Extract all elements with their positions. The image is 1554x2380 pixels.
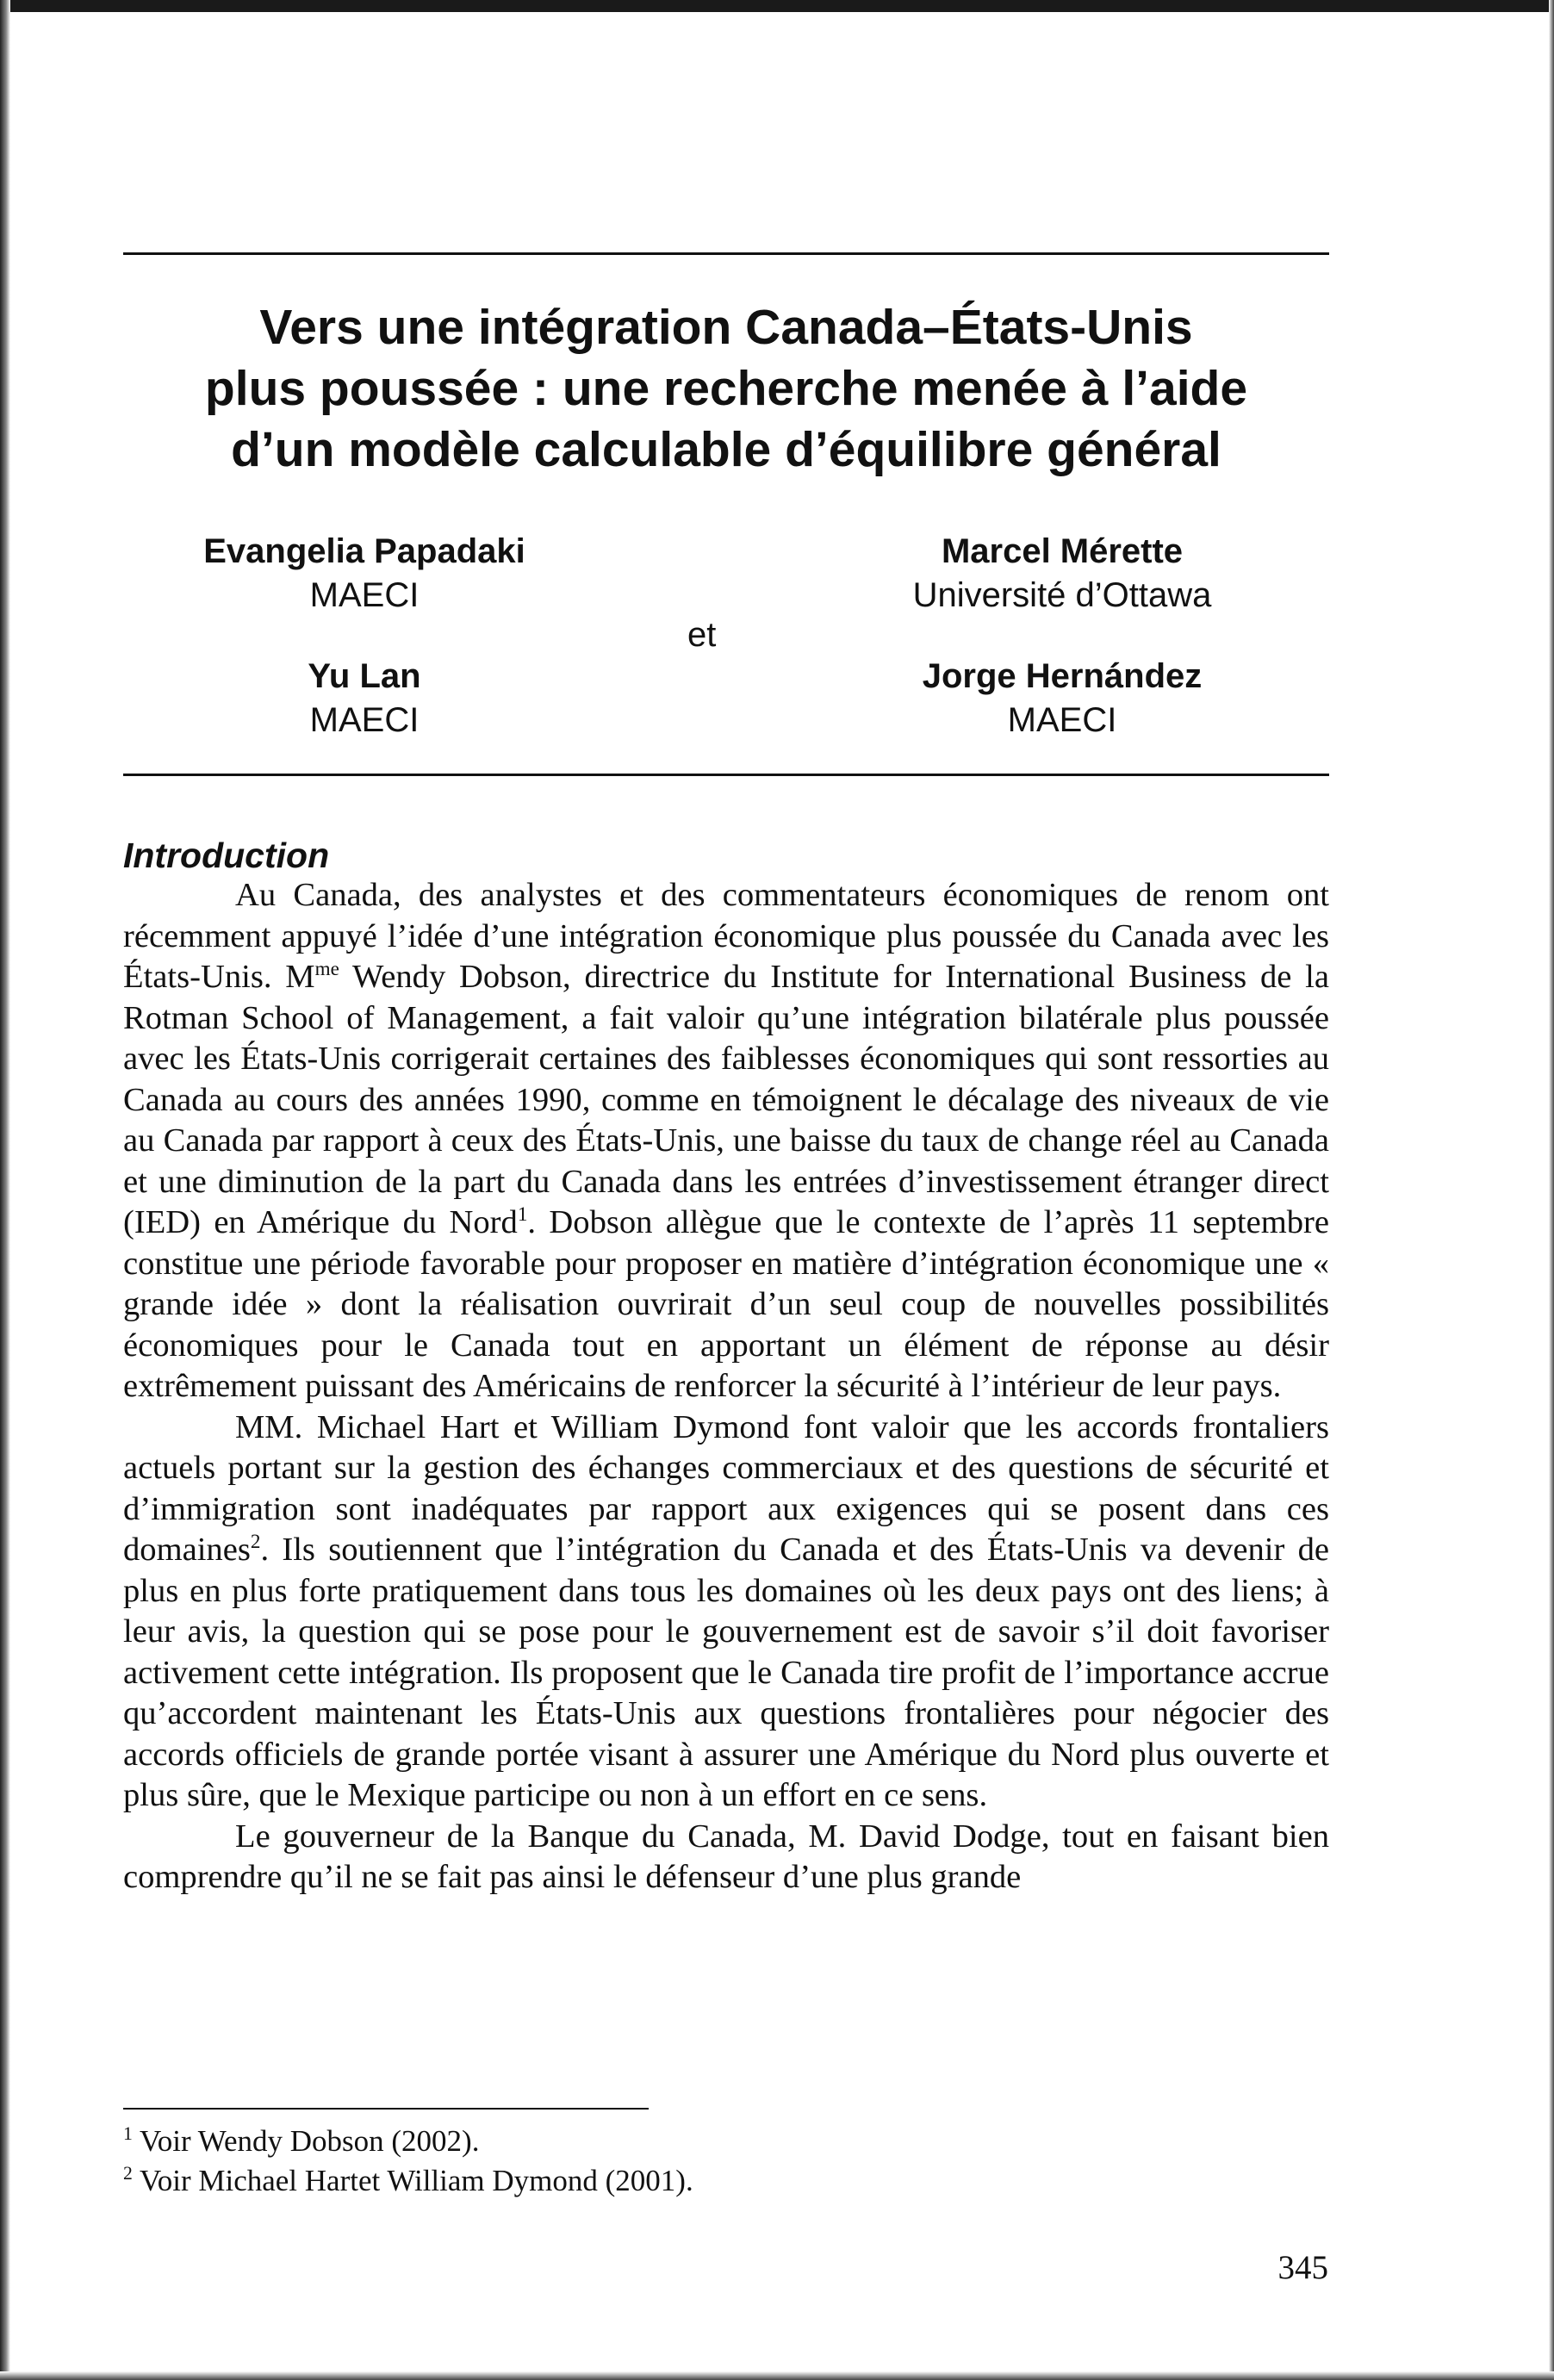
paragraph-2-text-b: . Ils soutiennent que l’intégration du Canada et des États-Unis va devenir de plus en plus forte pratiquement dans tous les domaines où les deux pays ont des liens; à leur avis, la question qui se pose pour le gouvernement est de savoir s’il doit favoriser activement cette intégration. Ils proposent que le Canada tire profit de l’importance accrue qu’accordent maintenant les États-Unis aux questions frontalières pour négocier des accords officiels de grande portée visant à assurer une Amérique du Nord plus ouverte et plus sûre, que le Mexique participe ou non à un effort en ce sens. xyxy=(123,1532,1329,1813)
paper-title xyxy=(123,297,1329,481)
scan-edge-right xyxy=(1549,0,1554,2380)
footnote-rule xyxy=(123,2108,649,2110)
footnote-1 xyxy=(123,2122,1071,2161)
paragraph-2 xyxy=(123,1407,1329,1817)
author-affiliation: Université d’Ottawa xyxy=(912,576,1212,614)
footnotes xyxy=(123,2122,1071,2201)
footnote-mark: 1 xyxy=(123,2122,133,2144)
author-block xyxy=(123,530,1329,754)
author-name: Evangelia Papadaki xyxy=(203,532,525,570)
author-lan xyxy=(123,655,606,743)
footnote-text: Voir Wendy Dobson (2002). xyxy=(132,2124,480,2158)
author-merette xyxy=(821,530,1303,618)
author-name: Jorge Hernández xyxy=(922,657,1203,695)
footnote-ref-1: 1 xyxy=(517,1203,528,1227)
scan-edge-left xyxy=(0,0,10,2380)
author-affiliation: MAECI xyxy=(309,701,420,739)
paragraph-3-text: Le gouverneur de la Banque du Canada, M. David Dodge, tout en faisant bien comprendre qu’il ne se fait pas ainsi le défenseur d’une plus grande xyxy=(123,1818,1329,1895)
section-heading: Introduction xyxy=(123,836,330,875)
scan-edge-top xyxy=(0,0,1554,12)
title-line-3: d’un modèle calculable d’équilibre général xyxy=(231,422,1221,477)
footnote-mark: 2 xyxy=(123,2162,133,2184)
footnote-ref-2: 2 xyxy=(250,1531,261,1554)
author-affiliation: MAECI xyxy=(309,576,420,614)
title-line-1: Vers une intégration Canada–États-Unis xyxy=(259,300,1193,355)
footnote-text: Voir Michael Hartet William Dymond (2001). xyxy=(132,2164,693,2197)
author-name: Yu Lan xyxy=(308,657,421,695)
paragraph-2-text-a: MM. Michael Hart et William Dymond font valoir que les accords frontaliers actuels portant sur la gestion des échanges commerciaux et des questions de sécurité et d’immigration sont inadéquates par rapport aux exigences qui se posent dans ces domaines xyxy=(123,1408,1329,1568)
author-affiliation: MAECI xyxy=(1007,701,1117,739)
title-line-2: plus poussée : une recherche menée à l’aide xyxy=(204,361,1248,416)
author-hernandez xyxy=(821,655,1303,743)
scan-edge-bottom xyxy=(0,2371,1554,2380)
top-rule xyxy=(123,252,1329,255)
author-connector: et xyxy=(687,616,717,654)
paragraph-1-text-b: Wendy Dobson, directrice du Institute for International Business de la Rotman School of Management, a fait valoir qu’une intégration bilatérale plus poussée avec les États-Unis corrigerait certaines des faiblesses économiques qui sont ressorties au Canada au cours des années 1990, comme en témoignent le décalage des niveaux de vie au Canada par rapport à ceux des États-Unis, une baisse du taux de change réel au Canada et une diminution de la part du Canada dans les entrées d’investissement étranger direct (IED) en Amérique du Nord xyxy=(123,959,1329,1240)
paragraph-1-text-c: . Dobson allègue que le contexte de l’après 11 septembre constitue une période favorable pour proposer en matière d’intégration économique une « grande idée » dont la réalisation ouvrirait d’un seul coup de nouvelles possibilités économiques pour le Canada tout en apportant un élément de réponse au désir extrêmement puissant des Américains de renforcer la sécurité à l’intérieur de leur pays. xyxy=(123,1204,1329,1404)
paragraph-1-text-a: Au Canada, des analystes et des commentateurs économiques de renom ont récemment appuyé l’idée d’une intégration économique plus poussée du Canada avec les États-Unis. M xyxy=(123,877,1329,995)
superscript-me: me xyxy=(314,958,339,981)
author-rule xyxy=(123,774,1329,776)
footnote-2 xyxy=(123,2161,1071,2201)
body-text xyxy=(123,875,1329,1898)
paragraph-1 xyxy=(123,875,1329,1407)
page-number: 345 xyxy=(1277,2249,1328,2286)
author-papadaki xyxy=(123,530,606,618)
author-name: Marcel Mérette xyxy=(941,532,1184,570)
paragraph-3 xyxy=(123,1817,1329,1898)
